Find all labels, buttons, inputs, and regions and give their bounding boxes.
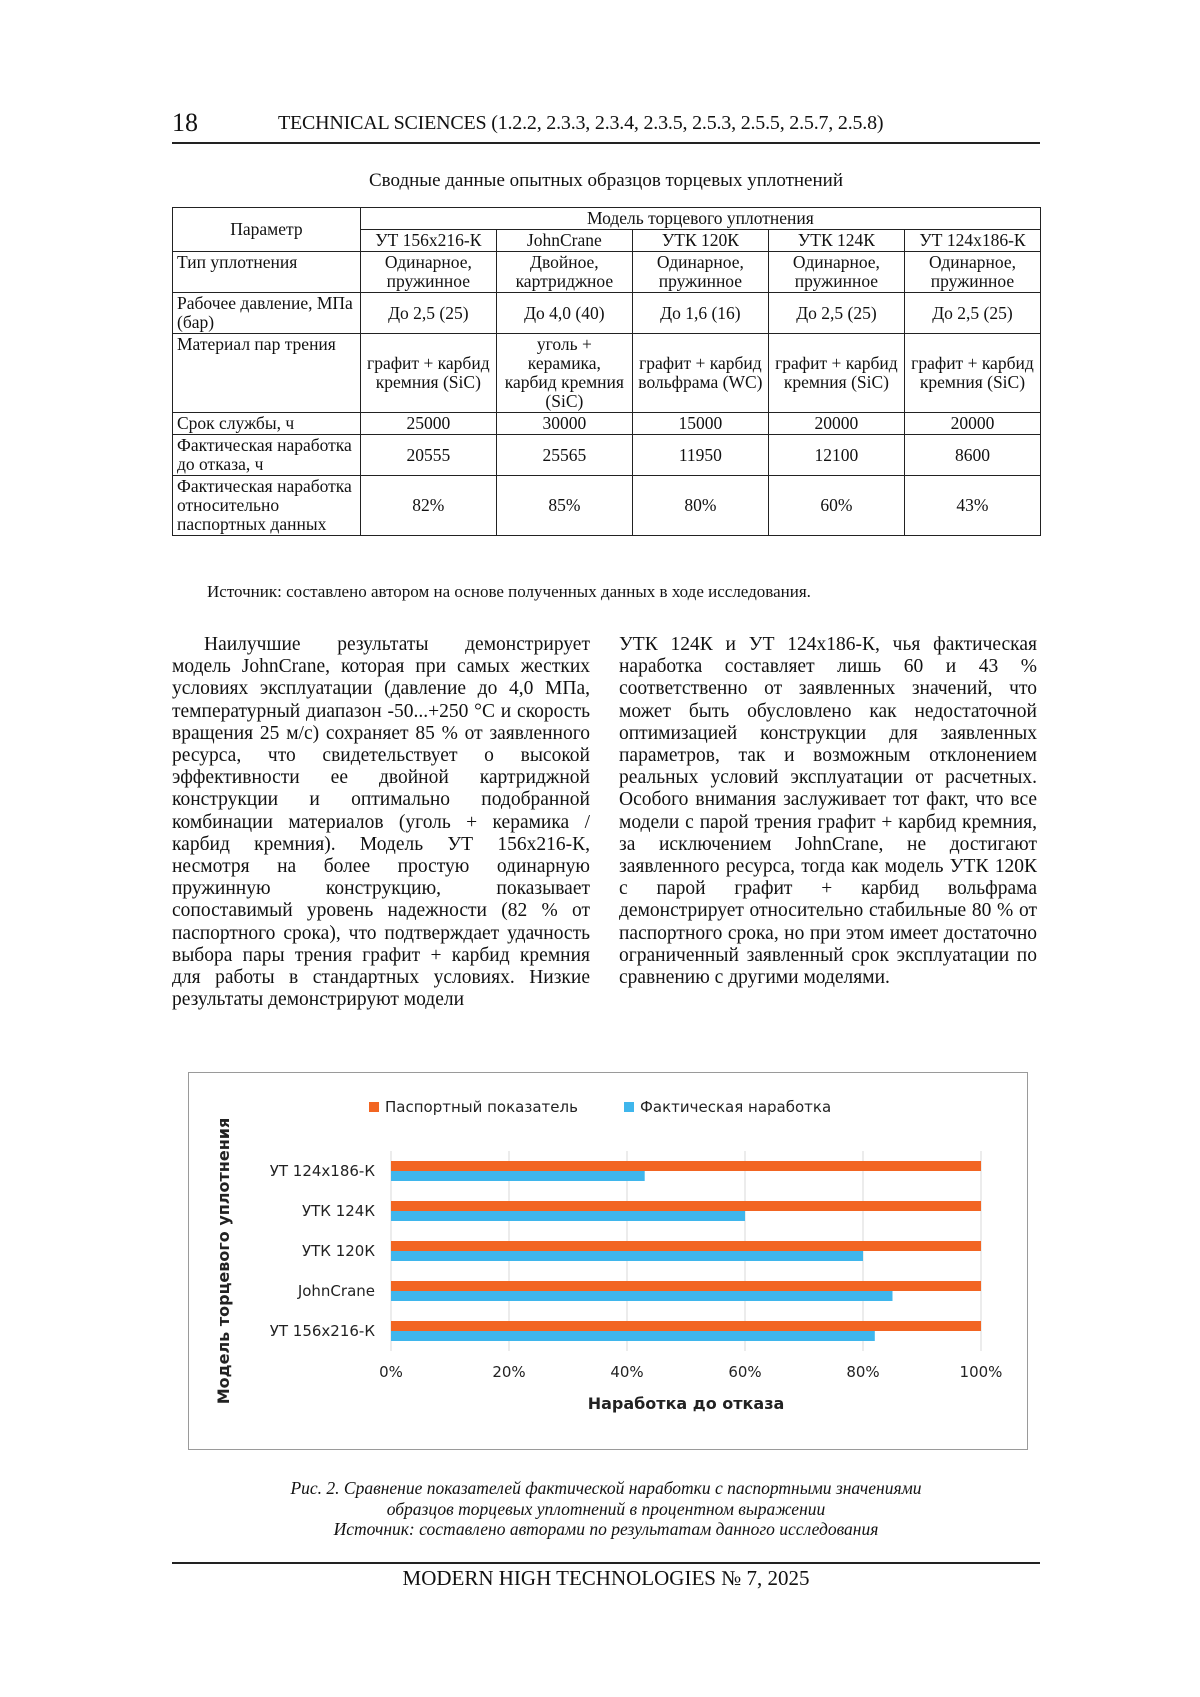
journal-footer: MODERN HIGH TECHNOLOGIES № 7, 2025 xyxy=(402,1566,810,1590)
table-cell: 43% xyxy=(904,476,1040,536)
row-label: Тип уплотнения xyxy=(173,252,361,293)
table-cell: До 2,5 (25) xyxy=(768,293,904,334)
bar-actual xyxy=(391,1251,863,1261)
x-tick-label: 80% xyxy=(846,1363,880,1381)
table-cell: графит + карбид вольфрама (WC) xyxy=(632,334,768,413)
figure-caption-line: образцов торцевых уплотнений в процентном выражении xyxy=(386,1498,826,1519)
bar-chart xyxy=(188,1072,1028,1450)
bar-actual xyxy=(391,1291,893,1301)
table-cell: графит + карбид кремния (SiC) xyxy=(904,334,1040,413)
table-cell: 25565 xyxy=(496,435,632,476)
table-row xyxy=(173,293,1041,334)
model-name: УТ 156х216-К xyxy=(360,230,496,252)
page-number: 18 xyxy=(172,108,198,137)
table-cell: 25000 xyxy=(360,413,496,435)
row-label: Срок службы, ч xyxy=(173,413,361,435)
table-cell: уголь + керамика, карбид кремния (SiC) xyxy=(496,334,632,413)
row-label: Фактическая наработка до отказа, ч xyxy=(173,435,361,476)
x-tick-label: 100% xyxy=(959,1363,1003,1381)
x-axis-title: Наработка до отказа xyxy=(587,1394,785,1413)
x-tick-label: 20% xyxy=(492,1363,526,1381)
y-category-label: УТК 124К xyxy=(301,1202,375,1220)
table-cell: 85% xyxy=(496,476,632,536)
row-label: Материал пар трения xyxy=(173,334,361,413)
bar-actual xyxy=(391,1331,875,1341)
table-cell: 80% xyxy=(632,476,768,536)
table-cell: 12100 xyxy=(768,435,904,476)
bar-passport xyxy=(391,1281,981,1291)
table-caption: Сводные данные опытных образцов торцевых уплотнений xyxy=(369,170,843,191)
bar-actual xyxy=(391,1171,645,1181)
table-cell: 82% xyxy=(360,476,496,536)
model-name: УТК 124К xyxy=(768,230,904,252)
table-cell: графит + карбид кремния (SiC) xyxy=(360,334,496,413)
table-cell: 15000 xyxy=(632,413,768,435)
table-cell: 20555 xyxy=(360,435,496,476)
table-cell: Одинарное, пружинное xyxy=(768,252,904,293)
row-label: Фактическая наработка относительно паспортных данных xyxy=(173,476,361,536)
table-cell: 60% xyxy=(768,476,904,536)
y-axis-title: Модель торцевого уплотнения xyxy=(214,1117,233,1405)
chart-canvas xyxy=(189,1073,1027,1449)
param-header: Параметр xyxy=(173,208,361,252)
table-header-row xyxy=(173,208,1041,230)
table-cell: До 4,0 (40) xyxy=(496,293,632,334)
page-header xyxy=(172,106,1040,144)
legend-swatch xyxy=(624,1102,634,1112)
figure-caption-line: Рис. 2. Сравнение показателей фактической наработки с паспортными значениями xyxy=(290,1478,922,1498)
table-cell: До 2,5 (25) xyxy=(904,293,1040,334)
body-text-right: УТК 124К и УТ 124х186-К, чья фактическая наработка составляет лишь 60 и 43 % соответственно от заявленных значений, что может быть обусловлено как недостаточной оптимизацией конструкции для заявленных параметров, так и возможным отклонением реальных условий эксплуатации от расчетных. Особого внимания заслуживает тот факт, что все модели с парой трения графит + карбид кремния, за исключением JohnCrane, не достигают заявленного ресурса, тогда как модель УТК 120К с парой графит + карбид вольфрама демонстрирует относительно стабильные 80 % от паспортного срока, но при этом имеет достаточно ограниченный заявленный срок эксплуатации по сравнению с другими моделями. xyxy=(619,634,1037,989)
figure-source: Источник: составлено авторами по результатам данного исследования xyxy=(333,1519,879,1539)
bar-passport xyxy=(391,1161,981,1171)
table-row xyxy=(173,334,1041,413)
body-text-left: Наилучшие результаты демонстрирует модель JohnCrane, которая при самых жестких условиях эксплуатации (давление до 4,0 МПа, температурный диапазон -50...+250 °C и скорость вращения 25 м/с) сохраняет 85 % от заявленного ресурса, что свидетельствует о высокой эффективности ее двойной картриджной конструкции и оптимально подобранной комбинации материалов (уголь + керамика / карбид кремния). Модель УТ 156х216-К, несмотря на более простую одинарную пружинную конструкцию, показывает сопоставимый уровень надежности (82 % от паспортного срока), что подтверждает удачность выбора пары трения графит + карбид кремния для работы в стандартных условиях. Низкие результаты демонстрируют модели xyxy=(172,634,590,1011)
legend-swatch xyxy=(369,1102,379,1112)
table-cell: 11950 xyxy=(632,435,768,476)
table-cell: 30000 xyxy=(496,413,632,435)
table-cell: Двойное, картриджное xyxy=(496,252,632,293)
y-category-label: JohnCrane xyxy=(297,1282,375,1300)
table-cell: 8600 xyxy=(904,435,1040,476)
row-label: Рабочее давление, МПа (бар) xyxy=(173,293,361,334)
model-name: УТК 120К xyxy=(632,230,768,252)
bar-passport xyxy=(391,1241,981,1251)
table-cell: Одинарное, пружинное xyxy=(632,252,768,293)
summary-table xyxy=(172,207,1041,536)
table-cell: графит + карбид кремния (SiC) xyxy=(768,334,904,413)
bar-passport xyxy=(391,1201,981,1211)
table-cell: До 2,5 (25) xyxy=(360,293,496,334)
table-cell: До 1,6 (16) xyxy=(632,293,768,334)
model-name: УТ 124х186-К xyxy=(904,230,1040,252)
y-category-label: УТ 124х186-К xyxy=(269,1162,375,1180)
bar-passport xyxy=(391,1321,981,1331)
figure-caption xyxy=(172,1478,1040,1540)
table-row xyxy=(173,413,1041,435)
table-row xyxy=(173,252,1041,293)
x-tick-label: 0% xyxy=(379,1363,403,1381)
model-group-header: Модель торцевого уплотнения xyxy=(360,208,1040,230)
y-category-label: УТК 120К xyxy=(301,1242,375,1260)
running-title: TECHNICAL SCIENCES (1.2.2, 2.3.3, 2.3.4, 2.3.5, 2.5.3, 2.5.5, 2.5.7, 2.5.8) xyxy=(278,112,884,134)
legend-label: Фактическая наработка xyxy=(640,1098,832,1116)
table-row xyxy=(173,435,1041,476)
table-row xyxy=(173,476,1041,536)
table-cell: Одинарное, пружинное xyxy=(904,252,1040,293)
table-cell: 20000 xyxy=(768,413,904,435)
x-tick-label: 40% xyxy=(610,1363,644,1381)
legend-label: Паспортный показатель xyxy=(385,1098,578,1116)
table-cell: 20000 xyxy=(904,413,1040,435)
bar-actual xyxy=(391,1211,745,1221)
table-source: Источник: составлено автором на основе полученных данных в ходе исследования. xyxy=(207,582,811,601)
model-name: JohnCrane xyxy=(496,230,632,252)
table-cell: Одинарное, пружинное xyxy=(360,252,496,293)
footer-rule xyxy=(172,1562,1040,1564)
y-category-label: УТ 156х216-К xyxy=(269,1322,375,1340)
x-tick-label: 60% xyxy=(728,1363,762,1381)
